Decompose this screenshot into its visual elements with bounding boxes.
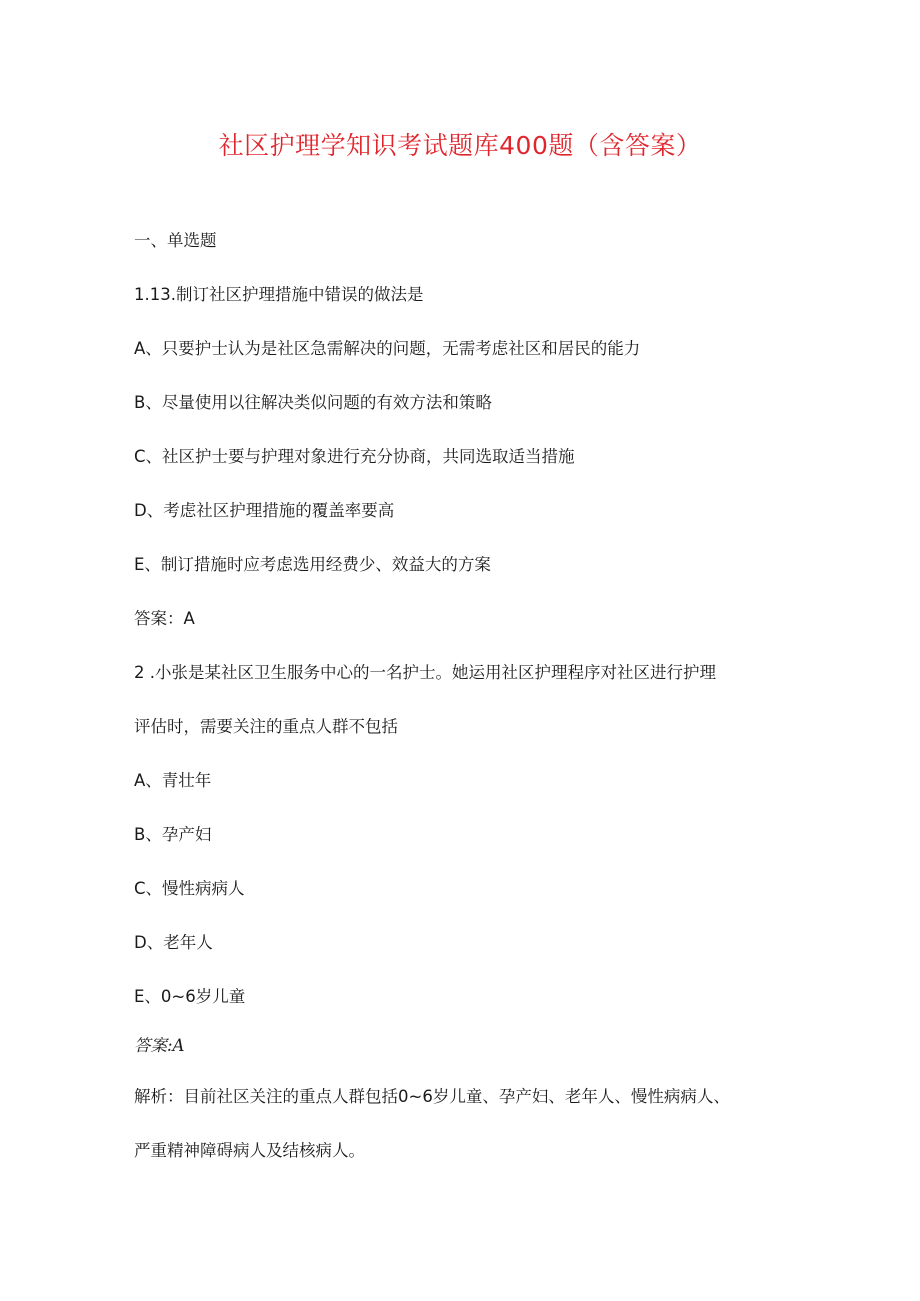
question-1-answer: 答案：A — [134, 609, 195, 628]
question-2-option-d: D、老年人 — [134, 933, 213, 952]
question-1-option-e: E、制订措施时应考虑选用经费少、效益大的方案 — [134, 555, 491, 574]
question-2-option-e: E、0~6岁儿童 — [134, 987, 246, 1006]
question-1-option-b: B、尽量使用以往解决类似问题的有效方法和策略 — [134, 393, 492, 412]
question-1-option-c: C、社区护士要与护理对象进行充分协商，共同选取适当措施 — [134, 447, 575, 466]
document-title: 社区护理学知识考试题库400题（含答案） — [218, 131, 702, 160]
question-2-stem-line-2: 评估时，需要关注的重点人群不包括 — [134, 717, 398, 736]
question-2-stem-line-1: 2 .小张是某社区卫生服务中心的一名护士。她运用社区护理程序对社区进行护理 — [134, 663, 716, 682]
question-2-analysis-line-2: 严重精神障碍病人及结核病人。 — [134, 1141, 365, 1160]
question-1-option-a: A、只要护士认为是社区急需解决的问题，无需考虑社区和居民的能力 — [134, 339, 641, 358]
question-2-analysis-line-1: 解析：目前社区关注的重点人群包括0~6岁儿童、孕产妇、老年人、慢性病病人、 — [134, 1087, 730, 1106]
section-heading: 一、单选题 — [134, 231, 217, 250]
question-2-option-a: A、青壮年 — [134, 771, 212, 790]
question-1-stem: 1.13.制订社区护理措施中错误的做法是 — [134, 285, 424, 304]
question-2-answer: 答案:A — [134, 1036, 185, 1055]
question-1-option-d: D、考虑社区护理措施的覆盖率要高 — [134, 501, 395, 520]
question-2-option-c: C、慢性病病人 — [134, 879, 245, 898]
question-2-option-b: B、孕产妇 — [134, 825, 212, 844]
